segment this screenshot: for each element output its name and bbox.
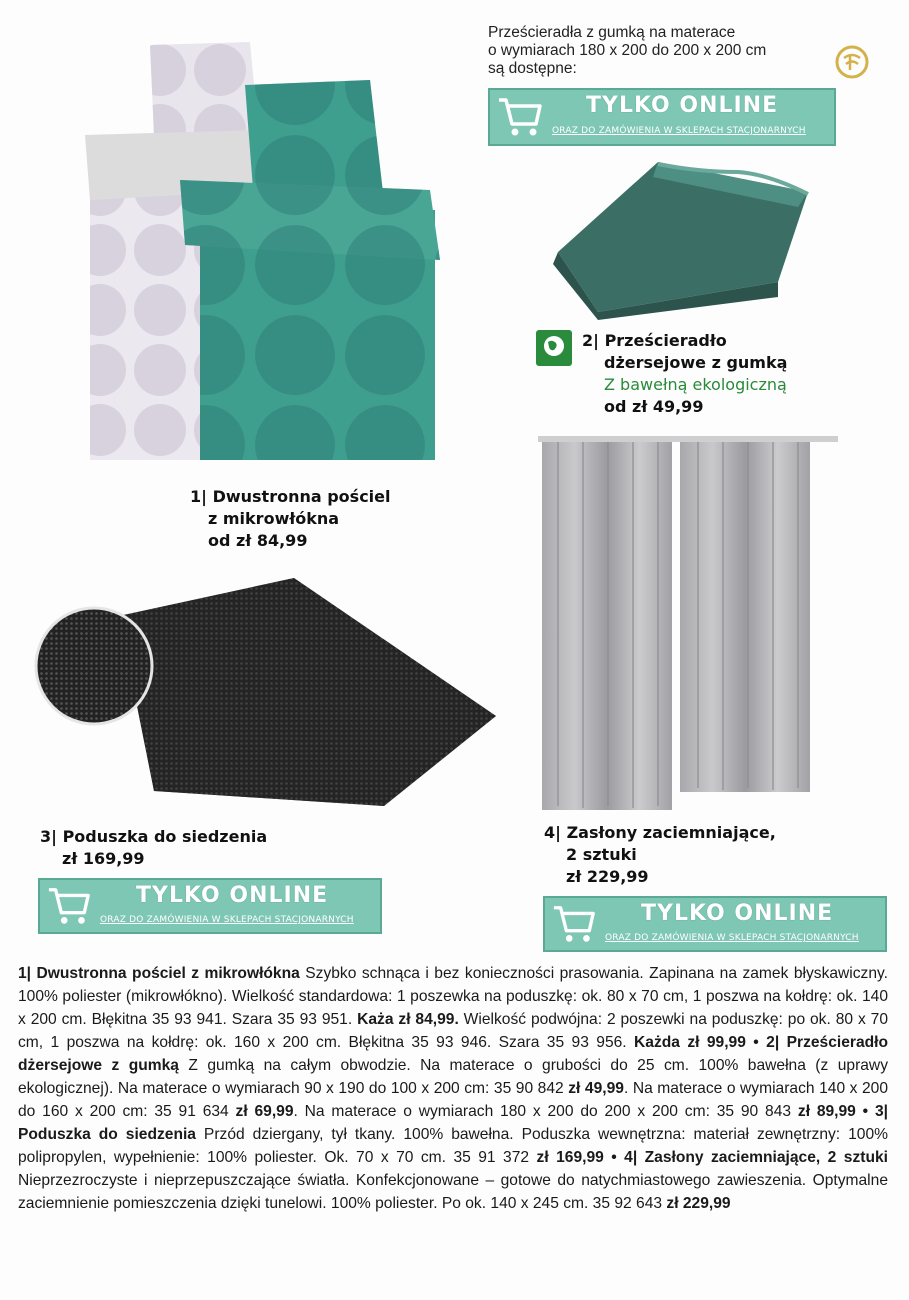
description-run: zł 89,99 • 3| Poduszka do siedzenia: [18, 1103, 888, 1143]
product-num-1: 1|: [190, 487, 207, 506]
product-price-3: zł 169,99: [62, 849, 145, 868]
shopping-cart-icon: [496, 94, 544, 140]
product-name-1a: Dwustronna pościel: [212, 487, 391, 506]
description-run: zł 49,99: [568, 1080, 624, 1097]
note-line-1: Prześcieradła z gumką na materace: [488, 24, 736, 41]
product-price-2: od zł 49,99: [604, 397, 704, 416]
product-label-1: [190, 486, 391, 552]
globe-icon: [536, 330, 572, 366]
bedding-photo: [70, 40, 450, 470]
description-paragraph: [18, 962, 888, 1215]
description-run: . Na materace o wymiarach 180 x 200 do 200 x 200 cm: 35 90 843: [293, 1103, 798, 1120]
brand-logo-icon: [834, 44, 870, 80]
description-run: . Na materace o wymiarach 140 x 200 do 160 x 200 cm: 35 91 634: [18, 1080, 889, 1120]
product-description: [18, 962, 888, 1215]
online-only-banner-3[interactable]: [543, 896, 887, 952]
product-name-2a: Prześcieradło: [604, 331, 727, 350]
product-price-1: od zł 84,99: [208, 531, 308, 550]
product-sub-2: Z bawełną ekologiczną: [604, 375, 787, 394]
description-run: Każa zł 84,99.: [357, 1011, 459, 1028]
availability-note: [488, 24, 818, 78]
banner-subtitle-2: ORAZ DO ZAMÓWIENIA W SKLEPACH STACJONARNYCH: [100, 915, 354, 925]
banner-subtitle: ORAZ DO ZAMÓWIENIA W SKLEPACH STACJONARNYCH: [552, 126, 806, 136]
online-only-banner[interactable]: [488, 88, 836, 146]
eco-cotton-badge: [536, 330, 572, 366]
description-run: zł 169,99 • 4| Zasłony zaciemniające, 2 sztuki: [536, 1149, 888, 1166]
product-name-3: Poduszka do siedzenia: [62, 827, 268, 846]
banner-title: TYLKO ONLINE: [586, 93, 779, 118]
curtains-photo: [538, 436, 838, 816]
description-run: Z gumką na całym obwodzie. Na materace o grubości do 25 cm. 100% bawełna (z uprawy ekologicznej). Na materace o wymiarach 90 x 190 do 100 x 200 cm: 35 90 842: [18, 1057, 888, 1097]
fitted-sheet-photo: [538, 152, 828, 322]
banner-title-3: TYLKO ONLINE: [641, 901, 834, 926]
product-price-4: zł 229,99: [566, 867, 649, 886]
note-line-3: są dostępne:: [488, 60, 577, 77]
product-num-3: 3|: [40, 827, 57, 846]
description-run: Wielkość podwójna: 2 poszewki na poduszkę: po ok. 80 x 70 cm, 1 poszwa na kołdrę: ok. 160 x 200 cm. Błękitna 35 93 946. Szara 35 93 956.: [18, 1011, 888, 1051]
cushion-photo: [24, 576, 500, 816]
description-run: Nieprzezroczyste i nieprzepuszczające światła. Konfekcjonowane – gotowe do natychmiastowego zawieszenia. Optymalne zaciemnienie pomieszczenia dzięki tunelowi. 100% poliester. Po ok. 140 x 245 cm. 35 92 643: [18, 1172, 888, 1212]
online-only-banner-2[interactable]: [38, 878, 382, 934]
product-name-4a: Zasłony zaciemniające,: [566, 823, 776, 842]
description-run: zł 229,99: [666, 1195, 731, 1212]
product-name-2b: dżersejowe z gumką: [604, 353, 788, 372]
product-name-1b: z mikrowłókna: [208, 509, 340, 528]
description-run: 1| Dwustronna pościel z mikrowłókna: [18, 965, 300, 982]
description-run: Przód dziergany, tył tkany. 100% bawełna. Poduszka wewnętrzna: materiał zewnętrzny: 100% polipropylen, wypełnienie: 100% poliester. Ok. 70 x 70 cm. 35 91 372: [18, 1126, 888, 1166]
shopping-cart-icon-3: [551, 902, 597, 946]
description-run: Każda zł 99,99 • 2| Prześcieradło dżersejowe z gumką: [18, 1034, 889, 1074]
product-label-4: [544, 822, 776, 888]
banner-subtitle-3: ORAZ DO ZAMÓWIENIA W SKLEPACH STACJONARNYCH: [605, 933, 859, 943]
description-run: zł 69,99: [235, 1103, 294, 1120]
product-num-4: 4|: [544, 823, 561, 842]
description-run: Szybko schnąca i bez konieczności prasowania. Zapinana na zamek błyskawiczny. 100% poliester (mikrowłókno). Wielkość standardowa: 1 poszewka na poduszkę: ok. 80 x 70 cm, 1 poszwa na kołdrę: ok. 140 x 200 cm. Błękitna 35 93 941. Szara 35 93 951.: [18, 965, 888, 1028]
product-label-3: [40, 826, 267, 870]
product-num-2: 2|: [582, 331, 599, 350]
banner-title-2: TYLKO ONLINE: [136, 883, 329, 908]
note-line-2: o wymiarach 180 x 200 do 200 x 200 cm: [488, 42, 767, 59]
shopping-cart-icon-2: [46, 884, 92, 928]
product-name-4b: 2 sztuki: [566, 845, 637, 864]
product-label-2: [582, 330, 787, 418]
